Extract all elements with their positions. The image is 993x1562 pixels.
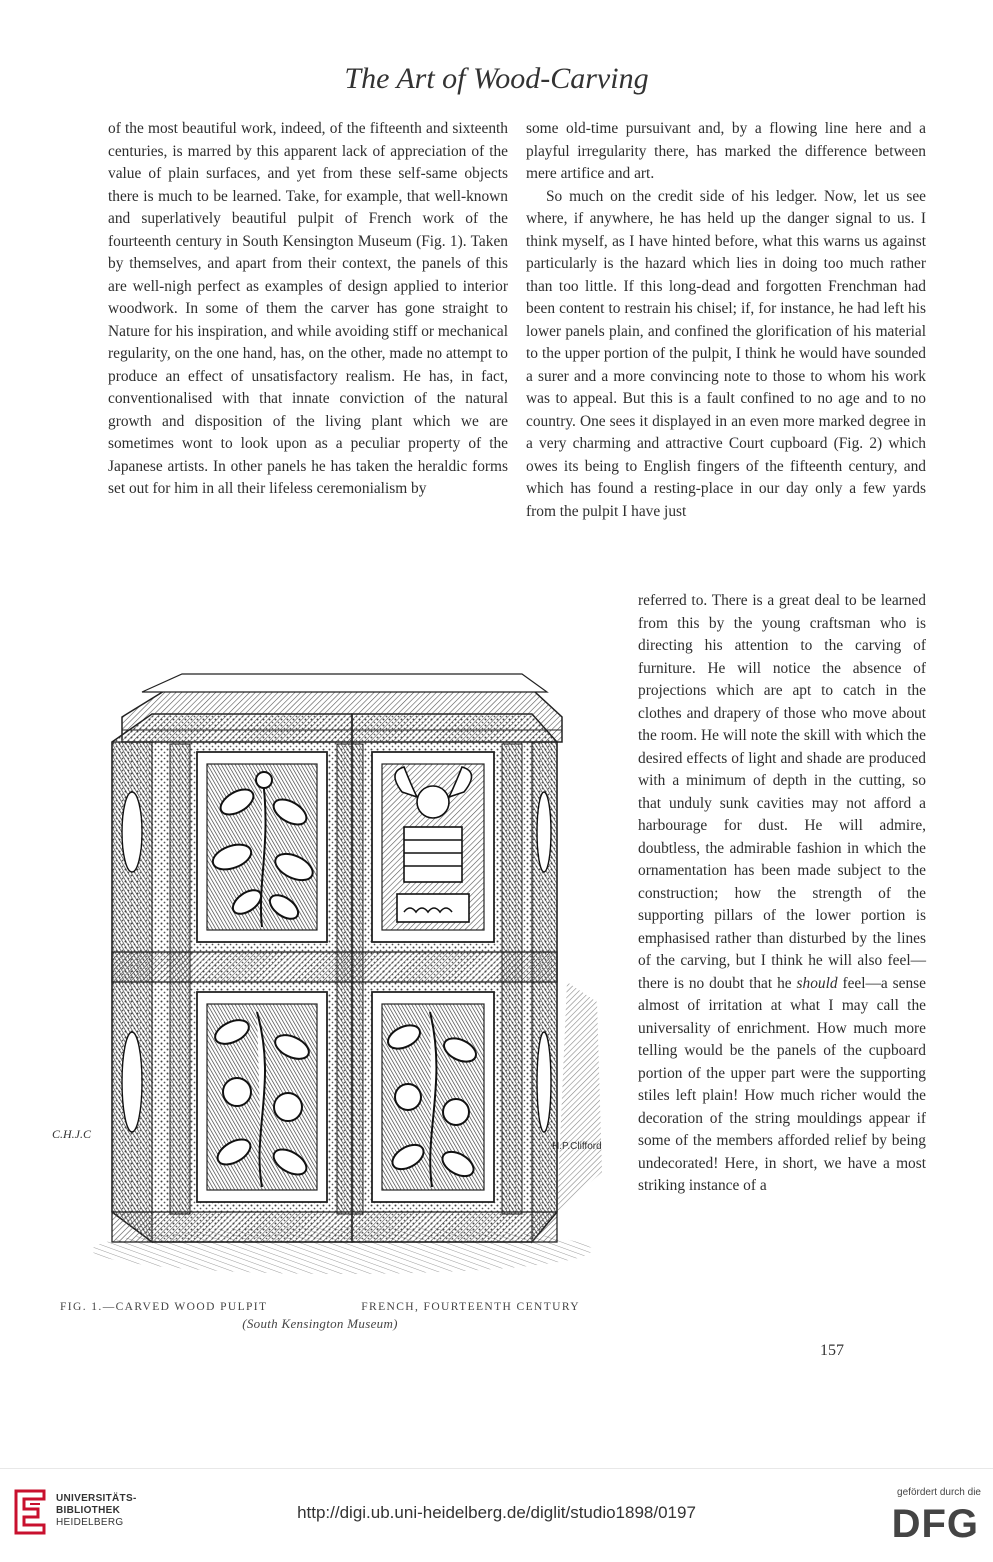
narrow-paragraph [638,590,926,1198]
footer-bar [0,1468,993,1562]
dfg-logo: DFG [891,1502,979,1546]
funded-by-label: gefördert durch die [897,1487,981,1498]
page-number: 157 [820,1342,844,1359]
narrow-text-before: referred to. There is a great deal to be learned from this by the young craftsman who is directing his attention to the carving of furniture. He will notice the absence of projections which are apt to catch in the clothes and drapery of those who move about the room. He will note the skill with which the desired effects of light and shade are produced with a minimum of depth in the cutting, so that unduly sunk cavities may not afford a harbourage for dust. He will admire, doubtless, the admirable fashion in which the ornamentation has been made subject to the construction; how the strength of the supporting pillars of the lower portion is emphasised rather than disturbed by the lines of the carving, but I think he will also feel—there is no doubt that he [638,592,926,992]
figure-caption [60,1301,580,1332]
left-column [108,118,508,501]
right-paragraph-2: So much on the credit side of his ledger. Now, let us see where, if anywhere, he has held up the danger signal to us. I think myself, as I have hinted before, what this warns us against particularly is the hazard which lies in doing too much rather than too little. If this long-dead and forgotten Frenchman had been content to restrain his chisel; if, for instance, he had left his lower panels plain, and confined the glorification of his material to the upper portion of the pulpit, I think he would have sounded a surer and a more convincing note to those to whom his work was to appeal. But this is a fault confined to no age and to no country. One sees it displayed in an even more marked degree in a very charming and attractive Court cupboard (Fig. 2) which owes its being to English fingers of the fifteenth century, and which has found a resting-place in our day only a few yards from the pulpit I have just [526,187,926,520]
signature-right: H.P.Clifford [552,1141,602,1152]
left-paragraph-1: of the most beautiful work, indeed, of the fifteenth and sixteenth centuries, is marred by this apparent lack of appreciation of the value of plain surfaces, and yet from these self-same objects there is much to be learned. Take, for example, that well-known and superlatively beautiful pulpit of French work of the fourteenth century in South Kensington Museum (Fig. 1). Taken by themselves, and apart from their context, the panels of this are well-nigh perfect as examples of design applied to interior woodwork. In some of them the carver has gone straight to Nature for his inspiration, and while avoiding stiff or mechanical regularity, on the one hand, has, on the other, made no attempt to produce an effect of unsatisfactory realism. He has, in fact, conventionalised with that innate conviction of the natural growth and disposition of the living plant which we are sometimes wont to look upon as a peculiar property of the Japanese artists. In other panels he has taken the heraldic forms set out for him in all their lifeless ceremonialism by [108,120,508,497]
right-column-narrow [638,590,926,1198]
permalink-url[interactable]: http://digi.ub.uni-heidelberg.de/diglit/studio1898/0197 [297,1503,696,1522]
right-paragraph-1: some old-time pursuivant and, by a flowing line here and a playful irregularity there, has marked the difference between mere artifice and art. [526,120,926,182]
caption-sub: (South Kensington Museum) [242,1316,398,1331]
library-name: UNIVERSITÄTS- BIBLIOTHEK HEIDELBERG [56,1493,137,1528]
pulpit-illustration [52,652,607,1292]
caption-left: FIG. 1.—CARVED WOOD PULPIT [60,1301,268,1313]
narrow-text-after: feel—a sense almost of irritation at what I may call the universality of enrichment. How much more telling would be the panels of the cupboard portion of the upper part were the supporting stiles left plain! How much richer would the decoration of the string mouldings appear if some of the members afforded relief by being undecorated! Here, in short, we have a most striking instance of a [638,974,926,1194]
caption-right: FRENCH, FOURTEENTH CENTURY [361,1301,580,1313]
right-column-top [526,118,926,523]
signature-left: C.H.J.C [52,1127,91,1141]
running-head: The Art of Wood-Carving [344,62,649,95]
emphasis-should: should [796,974,838,992]
